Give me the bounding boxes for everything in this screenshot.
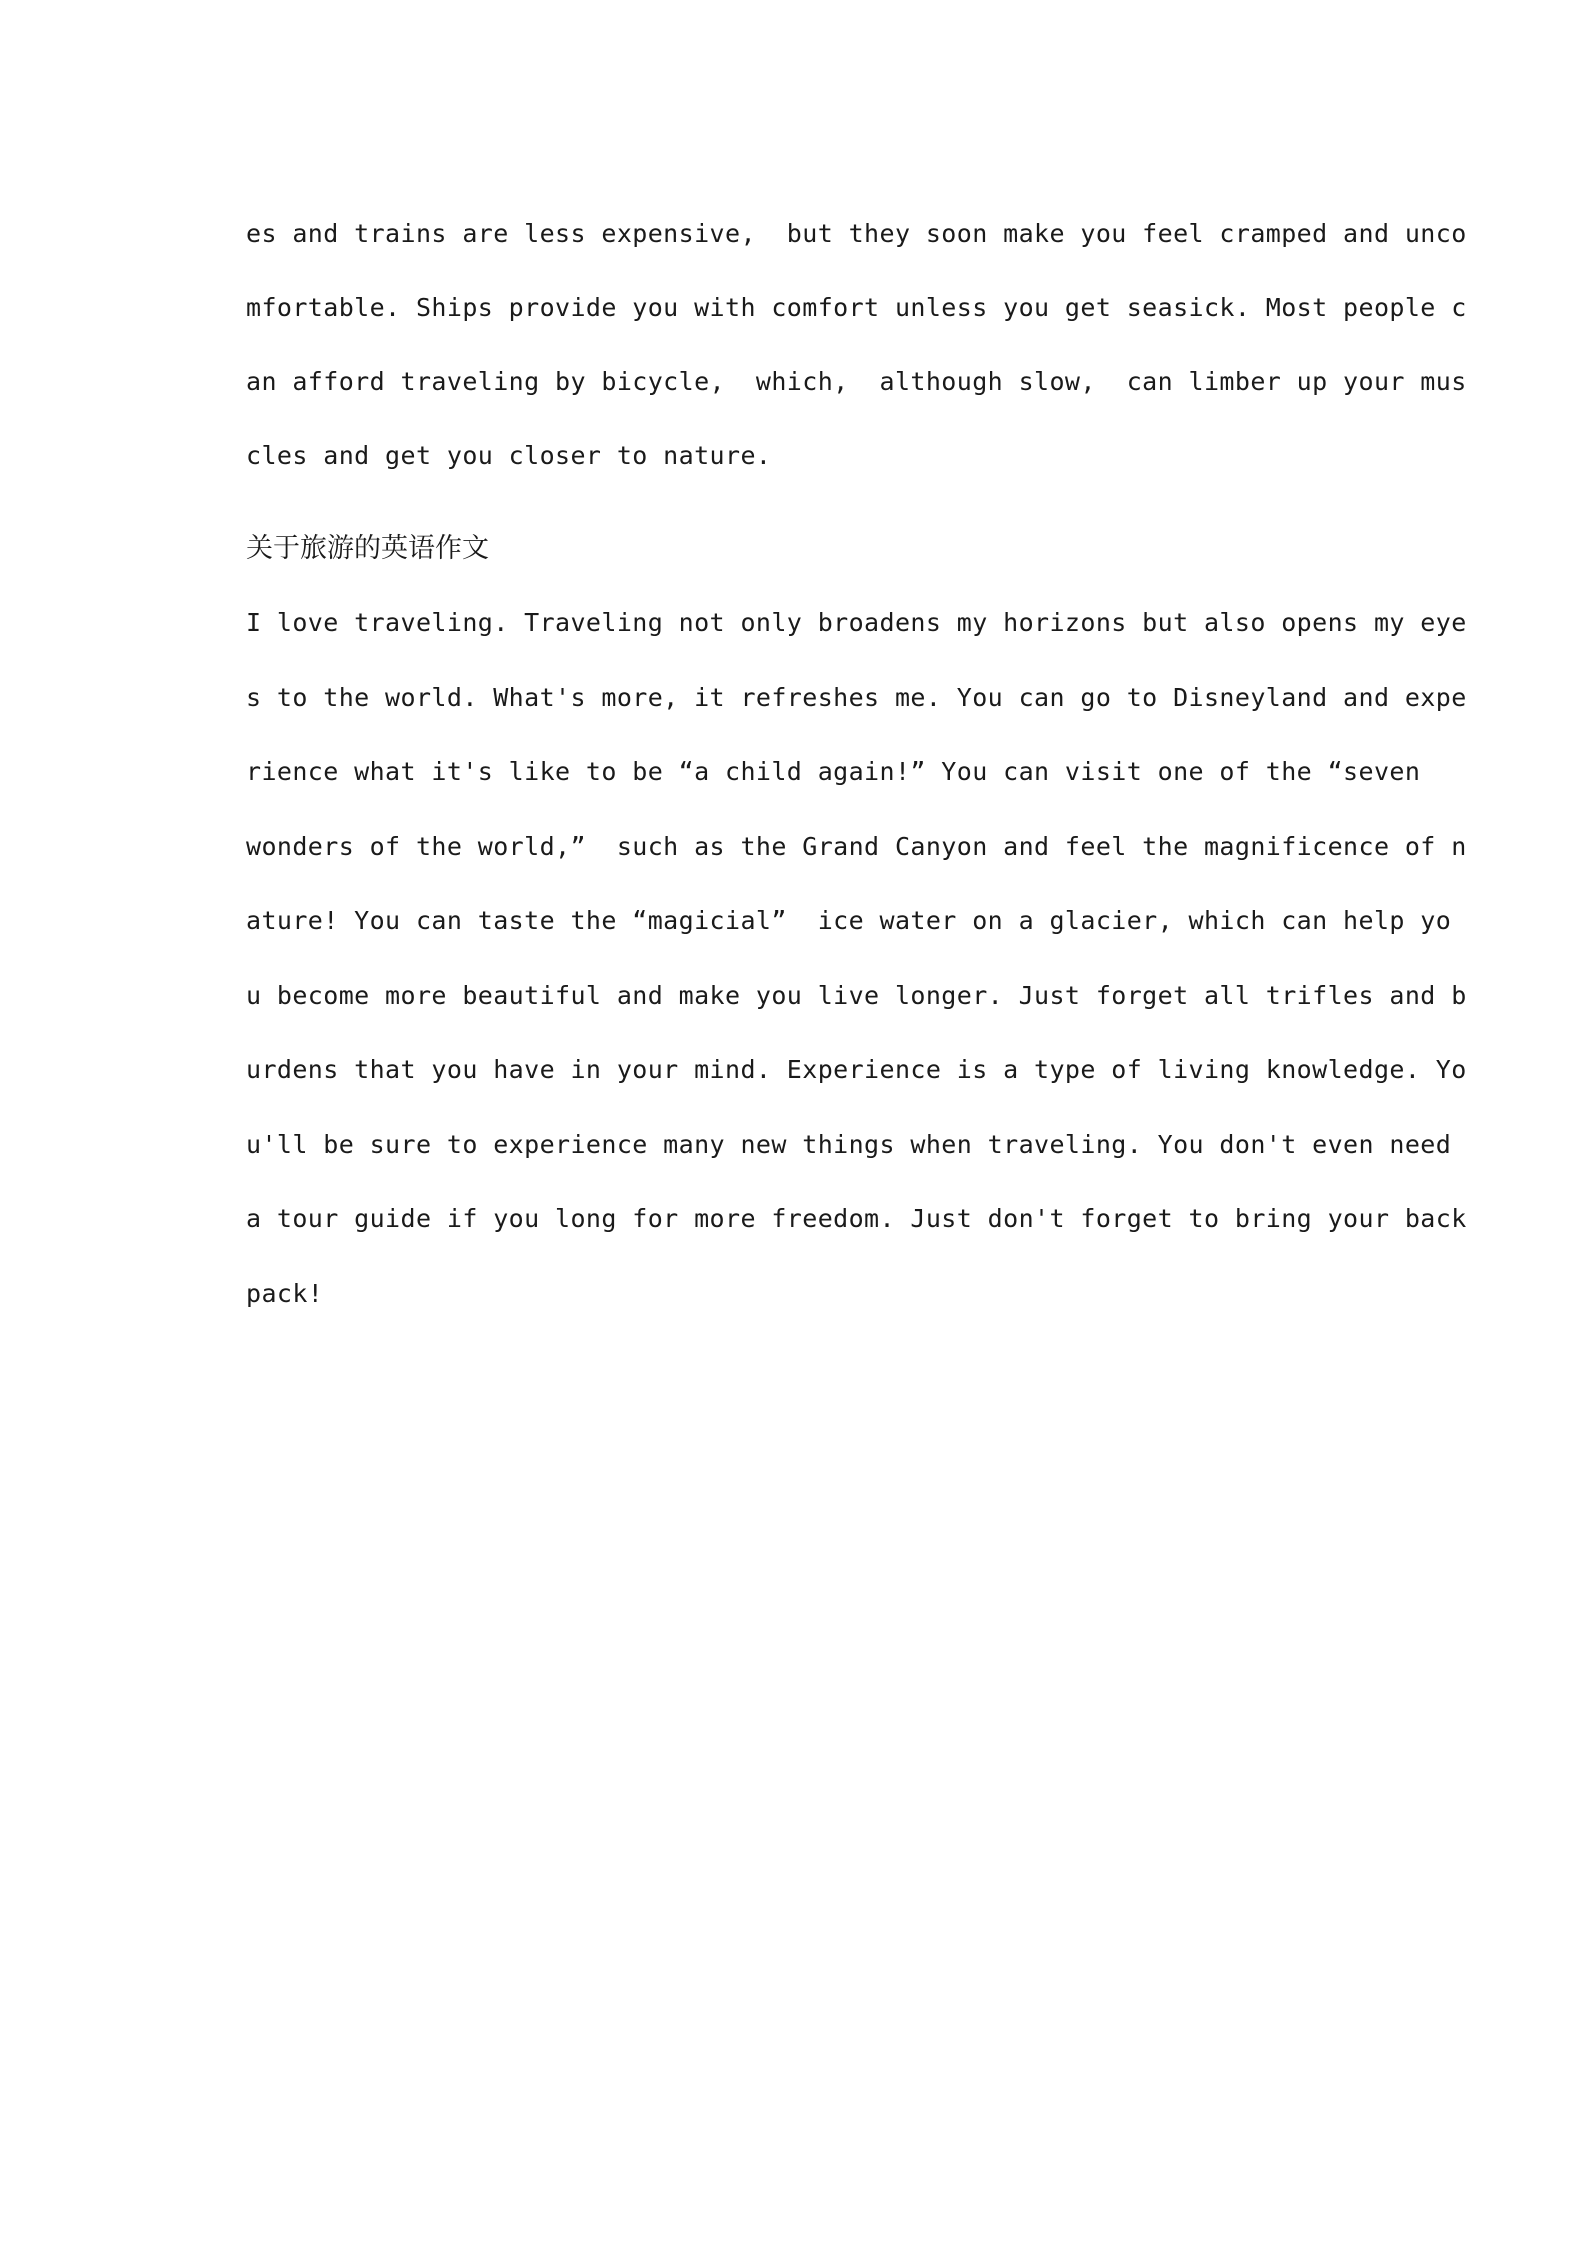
paragraph-1-line-3: an afford traveling by bicycle, which, although slow, can limber up your mus <box>246 367 1467 396</box>
paragraph-2-line-6: u become more beautiful and make you live longer. Just forget all trifles and b <box>246 981 1467 1010</box>
paragraph-2-line-2: s to the world. What's more, it refreshes me. You can go to Disneyland and expe <box>246 683 1467 712</box>
paragraph-2-line-4: wonders of the world,” such as the Grand Canyon and feel the magnificence of n <box>246 832 1467 861</box>
paragraph-2-line-7: urdens that you have in your mind. Experience is a type of living knowledge. Yo <box>246 1055 1467 1084</box>
paragraph-2-line-3: rience what it's like to be “a child again!” You can visit one of the “seven <box>246 757 1421 786</box>
paragraph-2-line-10: pack! <box>246 1279 324 1308</box>
paragraph-1-line-1: es and trains are less expensive, but they soon make you feel cramped and unco <box>246 219 1467 248</box>
paragraph-2-line-5: ature! You can taste the “magicial” ice water on a glacier, which can help yo <box>246 906 1452 935</box>
paragraph-1-line-2: mfortable. Ships provide you with comfort unless you get seasick. Most people c <box>246 293 1467 322</box>
paragraph-2-line-1: I love traveling. Traveling not only broadens my horizons but also opens my eye <box>246 608 1467 637</box>
paragraph-2-line-8: u'll be sure to experience many new things when traveling. You don't even need <box>246 1130 1452 1159</box>
section-heading: 关于旅游的英语作文 <box>246 533 489 564</box>
paragraph-1-line-4: cles and get you closer to nature. <box>246 441 772 470</box>
paragraph-2-line-9: a tour guide if you long for more freedom. Just don't forget to bring your back <box>246 1204 1467 1233</box>
